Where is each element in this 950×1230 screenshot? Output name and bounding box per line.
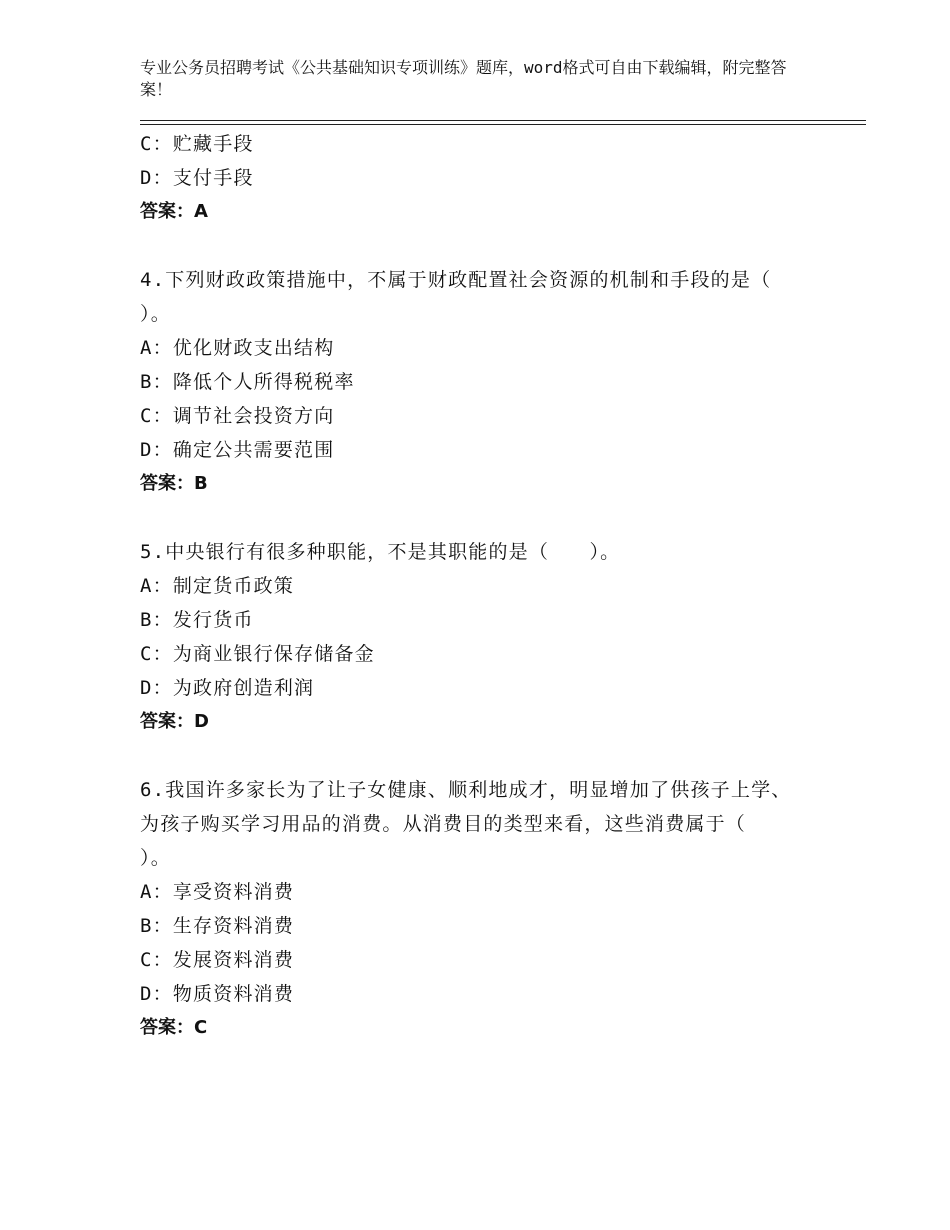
option-c: C：发展资料消费 [140,949,295,971]
option-b: B：生存资料消费 [140,915,295,937]
option-d: D：为政府创造利润 [140,677,315,699]
question-4 [140,263,812,501]
option-d: D：确定公共需要范围 [140,439,335,461]
option-c: C：为商业银行保存储备金 [140,643,375,665]
question-stem: 6.我国许多家长为了让子女健康、顺利地成才，明显增加了供孩子上学、为孩子购买学习用品的消费。从消费目的类型来看，这些消费属于（ ）。 [140,779,792,869]
option-a: A：制定货币政策 [140,575,295,597]
question-fragment [140,127,800,229]
spacer [140,501,800,535]
option-b: B：降低个人所得税税率 [140,371,355,393]
question-content [140,127,812,1045]
option-b: B：发行货币 [140,609,254,631]
page-header: 专业公务员招聘考试《公共基础知识专项训练》题库，word格式可自由下载编辑，附完整答案！ [140,58,787,99]
option-a: A：享受资料消费 [140,881,295,903]
option-d: D：物质资料消费 [140,983,295,1005]
answer-line: 答案：D [140,711,209,732]
answer-line: 答案：A [140,201,208,222]
answer-line: 答案：C [140,1017,208,1038]
question-5 [140,535,800,739]
header-rule-bottom [140,124,866,125]
spacer [140,739,800,773]
option-c: C：贮藏手段 [140,133,254,155]
spacer [140,229,800,263]
header-rule-top [140,120,866,121]
option-d: D：支付手段 [140,167,254,189]
question-stem: 5.中央银行有很多种职能，不是其职能的是（ ）。 [140,541,621,563]
answer-line: 答案：B [140,473,208,494]
option-a: A：优化财政支出结构 [140,337,335,359]
option-c: C：调节社会投资方向 [140,405,335,427]
question-6 [140,773,800,1045]
question-stem: 4.下列财政政策措施中，不属于财政配置社会资源的机制和手段的是（ ）。 [140,269,812,325]
